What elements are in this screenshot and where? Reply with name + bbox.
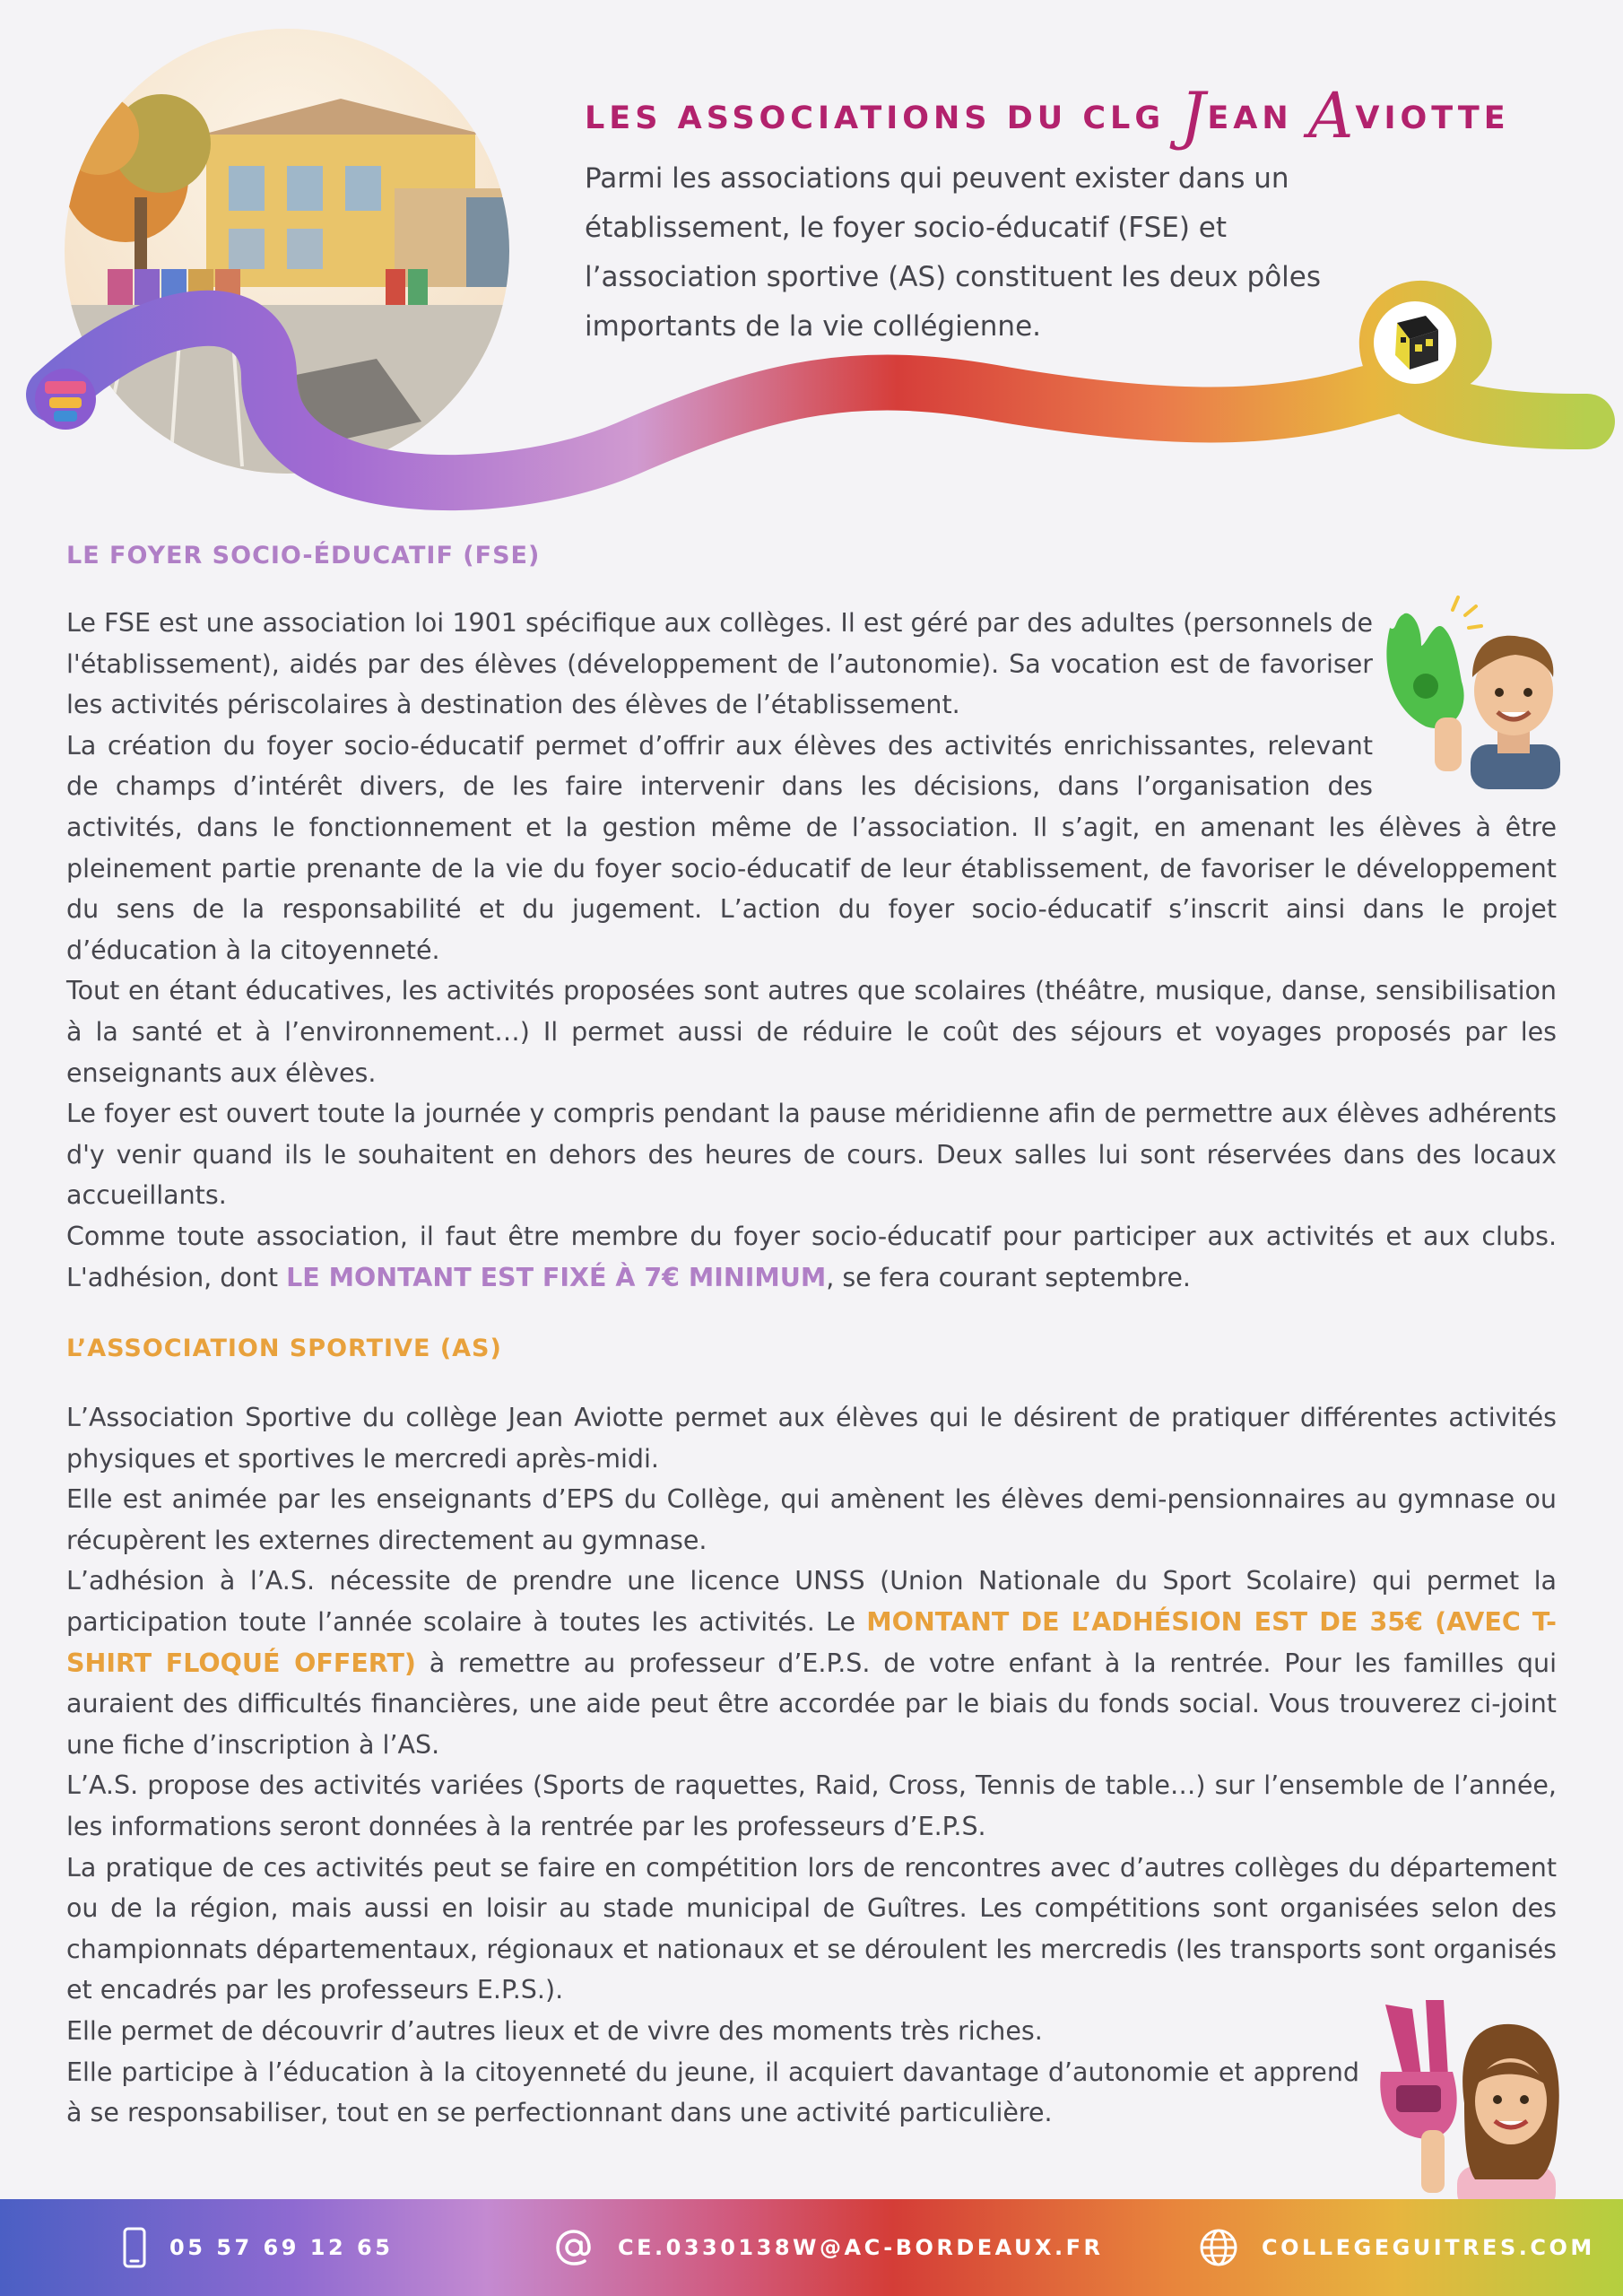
title-word-viotte: VIOTTE [1355, 100, 1510, 136]
website-url: COLLEGEGUITRES.COM [1262, 2235, 1595, 2260]
phone-number: 05 57 69 12 65 [169, 2235, 394, 2260]
fse-p5-start: Comme toute association, il faut être membre du foyer socio-éducatif pour participer aux activités et aux clubs. L'adhésion, dont [66, 1221, 1557, 1292]
as-paragraph-4: L’A.S. propose des activités variées (Sports de raquettes, Raid, Cross, Tennis de table…) sur l’ensemble de l’année, les informations seront données à la rentrée par les professeurs d’E.P.S. [66, 1770, 1557, 1841]
fse-fee-highlight: LE MONTANT EST FIXÉ À 7€ MINIMUM [286, 1262, 827, 1292]
as-fee-highlight: MONTANT DE L’ADHÉSION EST DE 35€ (AVEC T-SHIRT FLOQUÉ OFFERT) [66, 1606, 1557, 1678]
at-icon [553, 2227, 595, 2268]
boy-foam-hand-emoji [1372, 592, 1569, 789]
email-address: CE.0330138W@AC-BORDEAUX.FR [618, 2235, 1104, 2260]
fse-body [66, 603, 1557, 1298]
as-section-title: L’ASSOCIATION SPORTIVE (AS) [66, 1335, 502, 1362]
footer-website[interactable] [1199, 2199, 1595, 2296]
fse-p5-end: , se fera courant septembre. [826, 1262, 1191, 1292]
fse-paragraph-5 [66, 1216, 1557, 1298]
phone-icon [123, 2227, 146, 2268]
globe-icon [1199, 2228, 1238, 2267]
girl-peace-hand-emoji [1358, 1987, 1574, 2211]
fse-paragraph-2: La création du foyer socio-éducatif permet d’offrir aux élèves des activités enrichissantes, relevant de champs d’intérêt divers, de les faire intervenir dans les décisions, dans l’organisation des activités, dans le fonctionnement et la gestion même de l’association. Il s’agit, en amenant les élèves à être pleinement partie prenante de la vie du foyer socio-éducatif de leur établissement, de favoriser le développement du sens de la responsabilité et du jugement. L’action du foyer socio-éducatif s’inscrit ainsi dans le projet d’éducation à la citoyenneté. [66, 730, 1557, 965]
fse-paragraph-1: Le FSE est une association loi 1901 spécifique aux collèges. Il est géré par des adultes (personnels de l'établissement), aidés par des élèves (développement de l’autonomie). Sa vocation est de favoriser les activités périscolaires à destination des élèves de l’établissement. [66, 608, 1373, 720]
as-paragraph-1: L’Association Sportive du collège Jean Aviotte permet aux élèves qui le désirent de pratiquer différentes activités physiques et sportives le mercredi après-midi. [66, 1403, 1557, 1474]
title-initial-a: A [1307, 79, 1354, 152]
intro-paragraph: Parmi les associations qui peuvent exister dans un établissement, le foyer socio-éducatif (FSE) et l’association sportive (AS) constituent les deux pôles importants de la vie collégienne. [585, 162, 1322, 343]
as-paragraph-5: La pratique de ces activités peut se faire en compétition lors de rencontres avec d’autres collèges du département ou de la région, mais aussi en loisir au stade municipal de Guîtres. Les compétitions sont organisées selon des championnats départementaux, régionaux et nationaux et se déroulent les mercredis (les transports sont organisés et encadrés par les professeurs E.P.S.). [66, 1852, 1557, 2005]
footer-email[interactable] [553, 2199, 1104, 2296]
as-paragraph-7: Elle participe à l’éducation à la citoyenneté du jeune, il acquiert davantage d’autonomie et apprend à se responsabiliser, tout en se perfectionnant dans une activité particulière. [66, 2057, 1359, 2128]
footer-phone[interactable] [123, 2199, 393, 2296]
as-paragraph-2: Elle est animée par les enseignants d’EPS du Collège, qui amènent les élèves demi-pensionnaires au gymnase ou récupèrent les externes directement au gymnase. [66, 1484, 1557, 1555]
title-word-ean: EAN [1207, 100, 1293, 136]
title-prefix: LES ASSOCIATIONS DU CLG [585, 100, 1166, 136]
title-initial-j: J [1180, 79, 1206, 152]
fse-paragraph-4: Le foyer est ouvert toute la journée y compris pendant la pause méridienne afin de permettre aux élèves adhérents d'y venir quand ils le souhaitent en dehors des heures de cours. Deux salles lui sont réservées dans des locaux accueillants. [66, 1099, 1557, 1211]
as-paragraph-6: Elle permet de découvrir d’autres lieux et de vivre des moments très riches. [66, 2015, 1043, 2046]
fse-paragraph-3: Tout en étant éducatives, les activités proposées sont autres que scolaires (théâtre, musique, danse, sensibilisation à la santé et à l’environnement…) Il permet aussi de réduire le coût des séjours et voyages proposés par les enseignants aux élèves. [66, 976, 1557, 1088]
footer-bar [0, 2199, 1623, 2296]
page-title [585, 79, 1571, 152]
fse-logo [35, 369, 96, 430]
fse-section-title: LE FOYER SOCIO-ÉDUCATIF (FSE) [66, 542, 541, 570]
as-paragraph-3 [66, 1561, 1557, 1765]
as-p3-end: à remettre au professeur d’E.P.S. de votre enfant à la rentrée. Pour les familles qui auraient des difficultés financières, une aide peut être accordée par le biais du fonds social. Vous trouverez ci-joint une fiche d’inscription à l’AS. [66, 1648, 1557, 1760]
college-cube-logo [1374, 301, 1456, 384]
as-p3-start: L’adhésion à l’A.S. nécessite de prendre une licence UNSS (Union Nationale du Sport Scolaire) qui permet la participation toute l’année scolaire à toutes les activités. Le [66, 1566, 1557, 1637]
as-body [66, 1397, 1557, 2152]
